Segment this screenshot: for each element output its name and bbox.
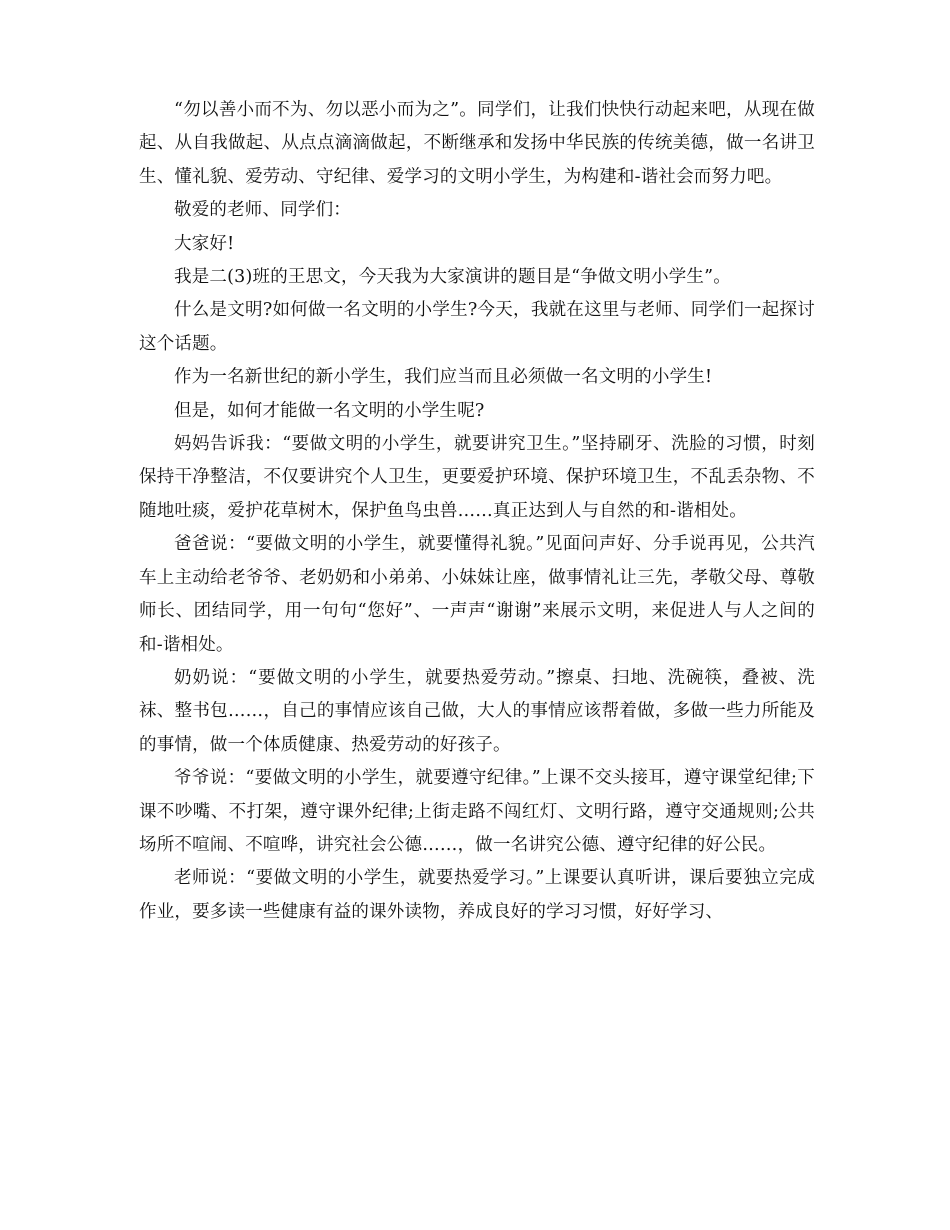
paragraph: 什么是文明?如何做一名文明的小学生?今天，我就在这里与老师、同学们一起探讨这个话题。 bbox=[139, 300, 815, 354]
paragraph: 我是二(3)班的王思文，今天我为大家演讲的题目是“争做文明小学生”。 bbox=[174, 267, 731, 288]
paragraph: 爸爸说：“要做文明的小学生，就要懂得礼貌。”见面问声好、分手说再见，公共汽车上主动给老爷爷、老奶奶和小弟弟、小妹妹让座，做事情礼让三先，孝敬父母、尊敬师长、团结同学，用一句句“您好”、一声声“谢谢”来展示文明，来促进人与人之间的和-谐相处。 bbox=[139, 534, 815, 655]
document-body bbox=[139, 94, 815, 929]
paragraph: 作为一名新世纪的新小学生，我们应当而且必须做一名文明的小学生! bbox=[174, 367, 713, 388]
paragraph: 奶奶说：“要做文明的小学生，就要热爱劳动。”擦桌、扫地、洗碗筷，叠被、洗袜、整书包……，自己的事情应该自己做，大人的事情应该帮着做，多做一些力所能及的事情，做一个体质健康、热爱劳动的好孩子。 bbox=[139, 667, 815, 755]
paragraph: 大家好! bbox=[174, 233, 235, 254]
paragraph: 敬爱的老师、同学们： bbox=[174, 200, 351, 221]
paragraph: 爷爷说：“要做文明的小学生，就要遵守纪律。”上课不交头接耳，遵守课堂纪律;下课不吵嘴、不打架，遵守课外纪律;上街走路不闯红灯、文明行路，遵守交通规则;公共场所不喧闹、不喧哗，讲究社会公德……，做一名讲究公德、遵守纪律的好公民。 bbox=[139, 768, 815, 855]
paragraph: 但是，如何才能做一名文明的小学生呢? bbox=[174, 400, 485, 421]
paragraph: 妈妈告诉我：“要做文明的小学生，就要讲究卫生。”坚持刷牙、洗脸的习惯，时刻保持干净整洁，不仅要讲究个人卫生，更要爱护环境、保护环境卫生，不乱丢杂物、不随地吐痰，爱护花草树木，保护鱼鸟虫兽……真正达到人与自然的和-谐相处。 bbox=[139, 434, 815, 521]
paragraph: 老师说：“要做文明的小学生，就要热爱学习。”上课要认真听讲，课后要独立完成作业，要多读一些健康有益的课外读物，养成良好的学习习惯，好好学习、 bbox=[139, 868, 815, 922]
paragraph: “勿以善小而不为、勿以恶小而为之”。同学们，让我们快快行动起来吧，从现在做起、从自我做起、从点点滴滴做起，不断继承和发扬中华民族的传统美德，做一名讲卫生、懂礼貌、爱劳动、守纪律、爱学习的文明小学生，为构建和-谐社会而努力吧。 bbox=[139, 100, 815, 187]
